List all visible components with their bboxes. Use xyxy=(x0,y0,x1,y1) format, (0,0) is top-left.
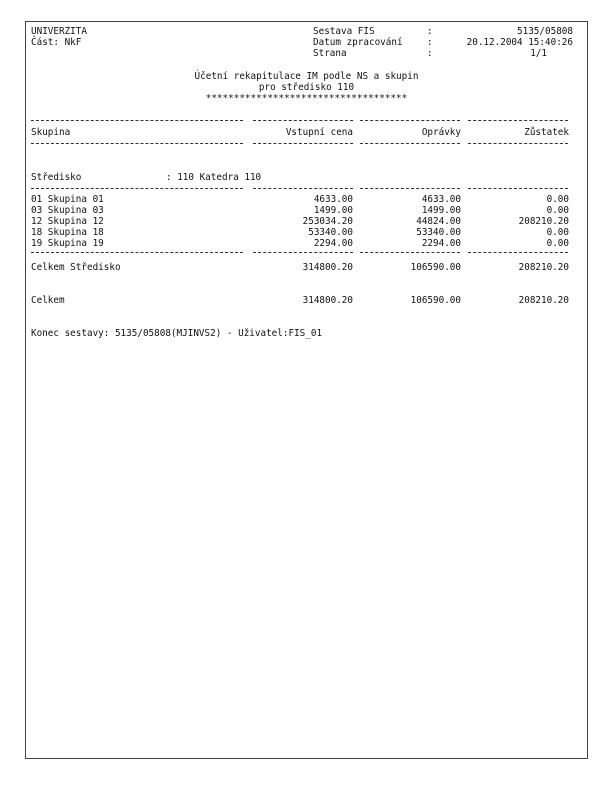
subtotal-label: Celkem Středisko xyxy=(31,262,121,273)
table-row-input-price: 53340.00 xyxy=(308,227,353,238)
part-name: Část: NkF xyxy=(31,37,82,48)
rule xyxy=(253,188,353,189)
rule xyxy=(253,143,353,144)
table-row-input-price: 1499.00 xyxy=(313,205,353,216)
page-value: 1/1 xyxy=(530,48,547,59)
col-header-balance: Zůstatek xyxy=(524,127,569,138)
report-title: Účetní rekapitulace IM podle NS a skupin xyxy=(194,71,419,82)
report-label: Sestava FIS xyxy=(313,26,375,37)
table-row-input-price: 2294.00 xyxy=(313,238,353,249)
rule xyxy=(360,252,460,253)
report-value: 5135/05808 xyxy=(517,26,573,37)
table-row-group: 19 Skupina 19 xyxy=(31,238,104,249)
rule xyxy=(468,252,568,253)
date-value: 20.12.2004 15:40:26 xyxy=(466,37,573,48)
table-row-balance: 0.00 xyxy=(546,205,569,216)
table-row-group: 18 Skupina 18 xyxy=(31,227,104,238)
table-row-depreciation: 44824.00 xyxy=(416,216,461,227)
rule xyxy=(468,188,568,189)
table-row-balance: 0.00 xyxy=(546,227,569,238)
total-label: Celkem xyxy=(31,295,65,306)
table-row-depreciation: 4633.00 xyxy=(421,194,461,205)
total-input-price: 314800.20 xyxy=(302,295,353,306)
subtotal-input-price: 314800.20 xyxy=(302,262,353,273)
rule xyxy=(360,188,460,189)
rule xyxy=(468,120,568,121)
rule xyxy=(360,120,460,121)
table-row-group: 03 Skupina 03 xyxy=(31,205,104,216)
table-row-depreciation: 53340.00 xyxy=(416,227,461,238)
report-footer: Konec sestavy: 5135/05808(MJINVS2) - Uživatel:FIS_01 xyxy=(31,328,323,339)
rule xyxy=(468,143,568,144)
centre-value: : 110 Katedra 110 xyxy=(166,172,262,183)
rule xyxy=(253,120,353,121)
date-label: Datum zpracování xyxy=(313,37,403,48)
col-header-depreciation: Oprávky xyxy=(421,127,461,138)
subtotal-balance: 208210.20 xyxy=(518,262,569,273)
table-row-group: 01 Skupina 01 xyxy=(31,194,104,205)
total-balance: 208210.20 xyxy=(518,295,569,306)
title-underline: ************************************ xyxy=(205,93,408,104)
report-subtitle: pro středisko 110 xyxy=(258,82,355,93)
col-header-input-price: Vstupní cena xyxy=(285,127,353,138)
table-row-balance: 0.00 xyxy=(546,238,569,249)
subtotal-depreciation: 106590.00 xyxy=(410,262,461,273)
report-sep: : xyxy=(427,26,433,37)
table-row-group: 12 Skupina 12 xyxy=(31,216,104,227)
org-name: UNIVERZITA xyxy=(31,26,87,37)
table-row-balance: 0.00 xyxy=(546,194,569,205)
rule xyxy=(253,252,353,253)
total-depreciation: 106590.00 xyxy=(410,295,461,306)
centre-label: Středisko xyxy=(31,172,82,183)
report-page xyxy=(25,21,588,759)
rule xyxy=(31,120,243,121)
table-row-input-price: 253034.20 xyxy=(302,216,353,227)
table-row-depreciation: 2294.00 xyxy=(421,238,461,249)
rule xyxy=(31,188,243,189)
table-row-depreciation: 1499.00 xyxy=(421,205,461,216)
table-row-balance: 208210.20 xyxy=(518,216,569,227)
page-label: Strana xyxy=(313,48,347,59)
rule xyxy=(31,252,243,253)
date-sep: : xyxy=(427,37,433,48)
rule xyxy=(31,143,243,144)
rule xyxy=(360,143,460,144)
table-row-input-price: 4633.00 xyxy=(313,194,353,205)
page-sep: : xyxy=(427,48,433,59)
col-header-group: Skupina xyxy=(31,127,71,138)
